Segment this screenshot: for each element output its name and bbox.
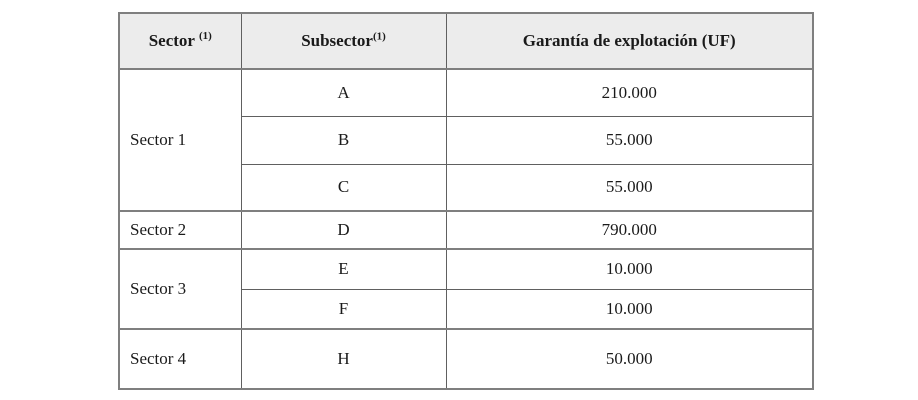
header-sector-label: Sector (148, 31, 195, 50)
header-subsector-footnote: (1) (372, 30, 386, 43)
table-row-sector2-d (119, 211, 813, 249)
subsector-cell-d: D (241, 211, 446, 249)
sector-cell-sector1: Sector 1 (119, 69, 241, 211)
subsector-cell-b: B (241, 116, 446, 164)
header-row (119, 13, 813, 69)
garantia-explotacion-table (118, 12, 814, 390)
header-sector-footnote: (1) (198, 30, 212, 43)
subsector-cell-h: H (241, 329, 446, 389)
value-cell-f: 10.000 (446, 289, 813, 329)
value-cell-c: 55.000 (446, 164, 813, 211)
value-cell-d: 790.000 (446, 211, 813, 249)
value-cell-e: 10.000 (446, 249, 813, 289)
subsector-cell-a: A (241, 69, 446, 116)
sector-cell-sector4: Sector 4 (119, 329, 241, 389)
value-cell-h: 50.000 (446, 329, 813, 389)
header-garantia (446, 13, 813, 69)
sector-cell-sector2: Sector 2 (119, 211, 241, 249)
subsector-cell-e: E (241, 249, 446, 289)
header-garantia-label: Garantía de explotación (UF) (522, 31, 736, 50)
header-subsector-label: Subsector (301, 31, 373, 50)
subsector-cell-c: C (241, 164, 446, 211)
table-row-sector4-h (119, 329, 813, 389)
subsector-cell-f: F (241, 289, 446, 329)
table-header (119, 13, 813, 69)
table-row-sector1-a (119, 69, 813, 116)
table-row-sector3-e (119, 249, 813, 289)
value-cell-b: 55.000 (446, 116, 813, 164)
sector-cell-sector3: Sector 3 (119, 249, 241, 329)
header-sector (119, 13, 241, 69)
table-body (119, 69, 813, 389)
value-cell-a: 210.000 (446, 69, 813, 116)
header-subsector (241, 13, 446, 69)
